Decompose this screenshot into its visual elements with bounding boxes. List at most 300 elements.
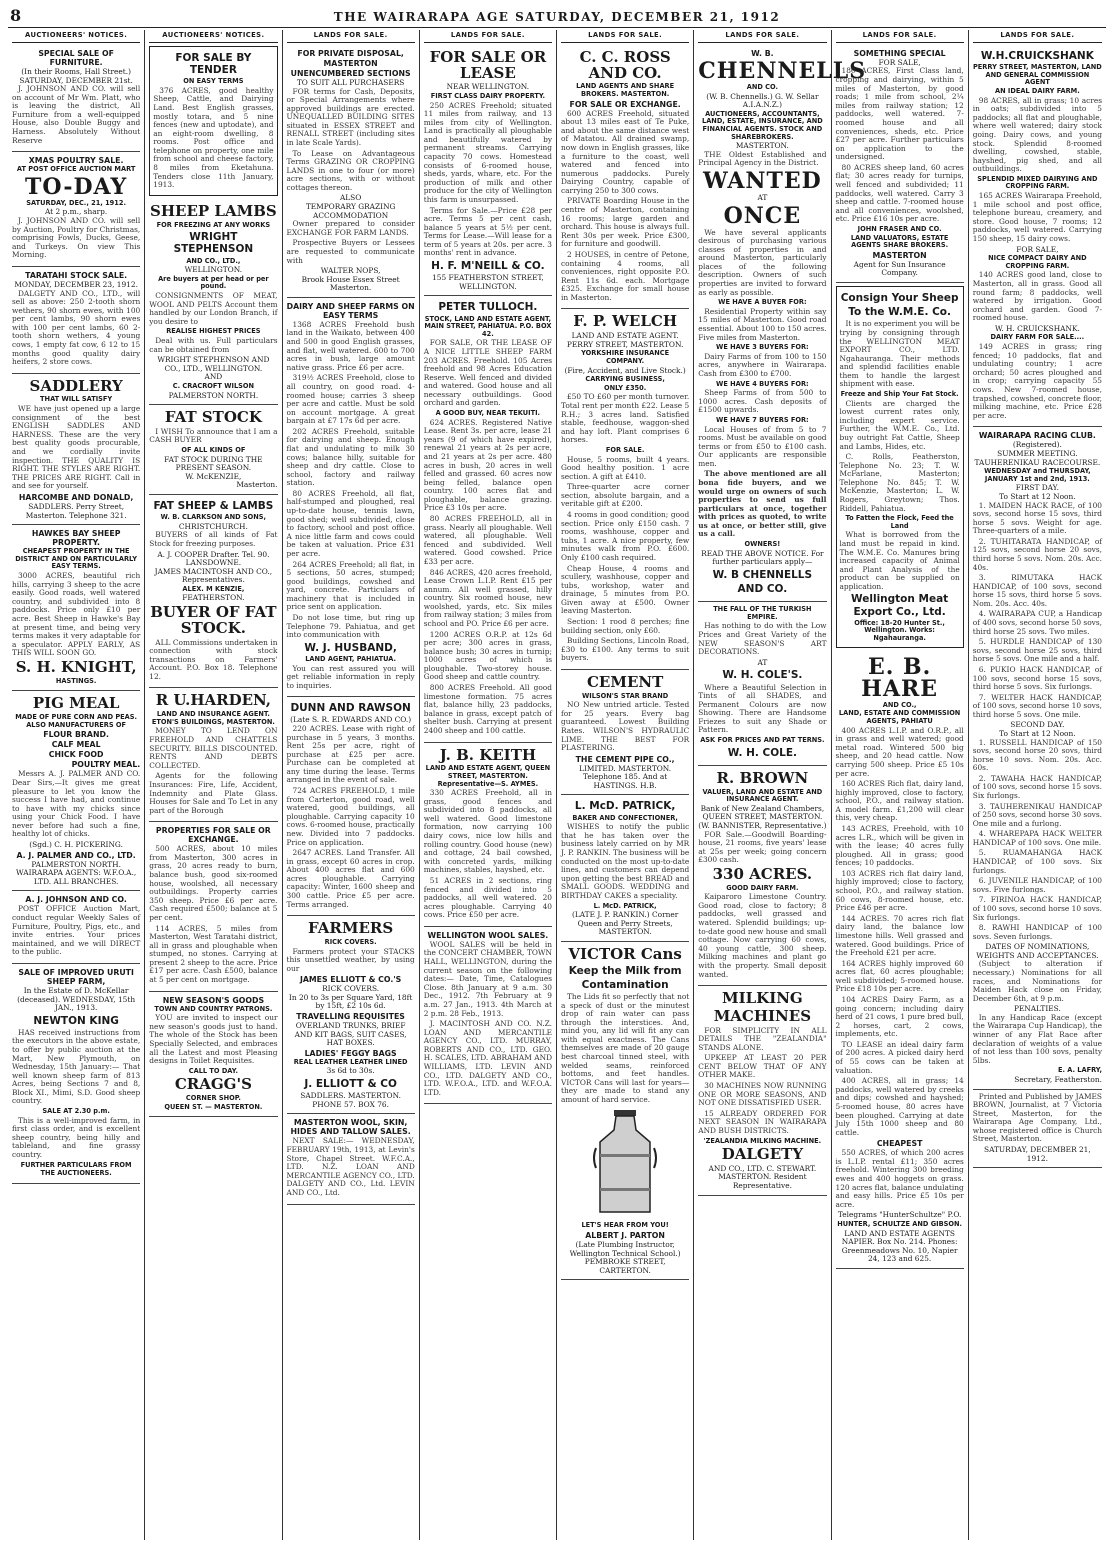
ad-text: TEMPORARY GRAZING ACCOMMODATION	[305, 202, 396, 220]
ad-body: MONEY TO LEND ON FREEHOLD AND CHATTELS SECURITY. BILLS DISCOUNTED. RENTS AND DEBTS COLLECTED.	[149, 726, 278, 770]
listing: 149 ACRES in grass; ring fenced; 10 paddocks, flat and undulating country; 1 acre orchard; 50 acres ploughed and in crop; carrying capacity 55 cows. New 7-roomed house, trapshed, cowshed, concrete floor, milking machine, etc. Price £28 per acre.	[972, 342, 1103, 420]
ad-title: SPECIAL SALE OF FURNITURE.	[38, 48, 114, 67]
product-name: CHICK FOOD	[48, 750, 104, 760]
advertiser-address: (LATE J. P. RANKIN.) Corner Queen and Perry Streets, MASTERTON.	[571, 910, 679, 937]
advertiser: W. H. COLE'S.	[722, 669, 803, 682]
advertiser: W. J. HUSBAND,	[304, 641, 397, 654]
race-item: 5. RUAMAHANGA HACK HANDICAP, of 100 sovs. Six furlongs.	[972, 848, 1102, 875]
ad-title: FOR SALE BY TENDER	[175, 51, 252, 77]
signature: E. A. LAFRY,	[1057, 1066, 1102, 1075]
ad-subtitle: NEAR WELLINGTON.	[446, 82, 530, 92]
advertiser: E. B. HARE	[861, 653, 939, 702]
ad-title: FOR SALE OR LEASE	[429, 47, 547, 82]
ad-subtitle: MASTERTON	[323, 58, 378, 68]
ad-body: Prospective Buyers or Lessees are requested to communicate with	[286, 238, 415, 265]
ad-victor-cans	[561, 942, 689, 1281]
agents: WAIRARAPA AGENTS: W.F.O.A., LTD. ALL BRANCHES.	[16, 868, 137, 886]
ad-johnson	[12, 891, 140, 964]
ad-subtitle: DAIRY FARM FOR SALE....	[990, 333, 1085, 342]
ad-text: ASK FOR PRICES AND PAT TERNS.	[700, 736, 825, 745]
column-6	[694, 30, 867, 1540]
sale-time: SALE AT 2.30 p.m.	[42, 1107, 110, 1116]
advertiser: AND CO., LTD.,	[186, 256, 241, 265]
ad-title: CARRYING BUSINESS,	[585, 375, 665, 384]
ad-text: In 20 to 3s per Square Yard, 18ft by 15ft, £2 10s 6d.	[288, 992, 413, 1011]
page-header	[8, 4, 1106, 28]
advertiser: W.H.CRUICKSHANK	[980, 49, 1094, 62]
advertiser-address: 155 FEATHERSTON STREET, WELLINGTON.	[432, 273, 544, 291]
ad-text: LET'S HEAR FROM YOU!	[581, 1221, 669, 1230]
location: MASTERTON	[872, 250, 927, 260]
advertiser-address: PALMERSTON NORTH.	[31, 859, 121, 869]
ad-keith	[424, 743, 552, 927]
listing: Three-quarter acre corner section, absolute bargain, and a veritable gift at £200.	[561, 482, 690, 509]
newspaper-columns	[8, 30, 1106, 1540]
ad-title: WAIRARAPA RACING CLUB.	[978, 431, 1096, 441]
ad-body: 114 ACRES, 5 miles from Masterton, West Taratahi district, all in grass and ploughable when stumped, no stones. Carrying at present 2 sheep to the acre. Price £17 per acre. Cash £500, balance at 5 per cent on mortgage.	[149, 923, 278, 984]
ad-sheep-lambs	[149, 199, 277, 405]
imprint-text: Printed and Published by JAMES BROWN, Journalist, at 7 Victoria Street, Masterton, for the Wairarapa Age Company, Ltd., whose registered office is Church Street, Masterton.	[972, 1091, 1102, 1144]
ad-text: Agent for Sun Insurance Company.	[853, 259, 946, 278]
ad-subtitle: LAND, ESTATE AND COMMISSION AGENTS, PAHIATU	[838, 709, 961, 725]
advertiser: W. McKENZIE,	[185, 471, 242, 481]
ad-text: RICK COVERS.	[322, 984, 380, 994]
ad-tender	[149, 46, 277, 196]
race-item: 7. WELTER HACK HANDICAP, of 100 sovs, second horse 10 sovs, third horse 5 sovs. One mile.	[972, 692, 1102, 719]
signature-title: Secretary, Featherston.	[1014, 1075, 1102, 1084]
ad-subtitle: WILSON'S STAR BRAND	[581, 691, 669, 700]
ad-subtitle: NICE COMPACT DAIRY AND CROPPING FARM.	[988, 254, 1087, 270]
ad-date: SATURDAY, DEC., 21, 1912.	[26, 198, 126, 207]
ad-title: FARMERS	[308, 919, 394, 938]
listing: 220 ACRES. Lease with right of purchase in 5 years, 3 months. Rent 25s per acre, right of purchase at £25 per acre. Purchase can be completed at any time during the lease. Terms arranged in the event of sale.	[286, 724, 415, 785]
ad-body: Messrs A. J. PALMER AND CO. Dear Sirs,—It gives me great pleasure to let you know the success I have had, and continue to have with my chicks since using your Chick Food. I have never before had such a fine, healthy lot of chicks.	[12, 769, 141, 839]
column-4	[420, 30, 557, 1540]
ad-title: MACHINES	[713, 1006, 812, 1025]
advertiser: AND CO.	[737, 583, 788, 596]
listing: 164 ACRES highly improved 60 acres flat, 60 acres ploughable; well subdivided; 5-roomed house. Price £18 10s per acre.	[835, 958, 964, 994]
listing: 80 ACRES Freehold, all flat, half-stumped and ploughed, real up-to-date house, tennis lawn, good shed; well subdivided, close to factory, school and post office. A nice little farm and cows could be taken at valuation. Price £31 per acre.	[286, 488, 415, 558]
ad-harden	[149, 688, 277, 822]
ad-title: SALE OF IMPROVED URUTI SHEEP FARM,	[18, 967, 134, 986]
ad-body: 376 ACRES, good healthy Sheep, Cattle, and Dairying Land. Best English grasses, mostly totara, and 5 nine fences (new and uptodate), and an eight-room dwelling, 8 rooms. Post office and telephone on property, one mile from school and cheese factory, 8 miles from Eketahuna. Tenders close 11th January, 1913.	[153, 85, 274, 190]
listing: 624 ACRES. Registered Native Lease. Rent 3s. per acre, lease 21 years (9 of which have expired), renewal 21 years at 2s per acre, and 21 years at 2s per acre. 480 acres in bush, 20 acres in well felled and grassed. 60 acres now being felled, balance open country. 100 acres flat and ploughable, balance grazing. Price £3 10s per acre.	[423, 417, 552, 513]
advertiser: JOHN FRASER AND CO.	[857, 224, 942, 233]
further-particulars: THE AUCTIONEERS.	[40, 1169, 112, 1178]
listing: 400 ACRES, all in grass; 14 paddocks, well watered by creeks and dips; cowshed and hayshed; 5-roomed house, 80 acres have been ploughed. Carrying at date July 15th 1000 sheep and 80 cattle.	[835, 1076, 964, 1137]
milk-can-icon	[590, 1108, 660, 1218]
advertiser: WRIGHT STEPHENSON AND CO., LTD., WELLINGTON.	[157, 355, 270, 373]
ad-subtitle: BAKER AND CONFECTIONER,	[572, 813, 678, 822]
ad-body: J. JOHNSON AND CO. will sell by Auction, Poultry for Christmas, comprising Fowls, Ducks, Geese, and Turkeys. On view This Morning.	[12, 216, 141, 260]
ad-body: WOOL SALES will be held in the CONCERT CHAMBER, TOWN HALL, WELLINGTON, during the current season on the following dates:— Date, Time, Catalogues Close. 8th January at 9 a.m. 30 Dec., 1912. 7th February at 9 a.m. 27 Jan., 1913. 4th March at 2 p.m. 28 Feb., 1913.	[423, 939, 552, 1018]
ad-title: TARATAHI STOCK SALE.	[25, 270, 128, 280]
advertiser: S. H. KNIGHT,	[15, 657, 137, 676]
ad-text: FAT STOCK DURING THE PRESENT SEASON.	[164, 454, 263, 473]
location: FEATHERSTON.	[182, 593, 245, 603]
ad-subtitle: RICK COVERS.	[324, 937, 377, 946]
listing: 104 ACRES Dairy Farm, as a going concern; including dairy herd of 21 cows, 1 pure bred bull, 2 horses, cart, 2 cows, implements, etc.	[835, 994, 964, 1039]
advertiser-address: Office: 18-20 Hunter St., Wellington. Works: Ngahauranga.	[854, 618, 945, 643]
ad-subtitle: In the Estate of D. McKellar (deceased). WEDNESDAY, 15th JAN., 1913.	[17, 985, 136, 1013]
ad-racing-club	[973, 427, 1102, 1089]
listing: FOR SALE, OR THE LEASE OF A NICE LITTLE SHEEP FARM 203 ACRES. Freehold. 105 Acres freehold and 98 Acres Education Reserve. Well fenced and divided and watered. Good house and all necessary outbuildings. Good orchard and garden.	[423, 338, 552, 408]
ad-title: SHEEP LAMBS	[150, 201, 277, 220]
advertiser: W. H. CRUICKSHANK.	[994, 323, 1080, 333]
ad-special-sale	[12, 45, 140, 152]
ad-body: Where a Beautiful Selection in Tints of all SHADES, and Permanent Colours are now Showing. There are Handsome Friezes to suit any Shade or Pattern.	[698, 682, 827, 735]
ad-subtitle: ON EASY TERMS	[183, 77, 244, 86]
ad-text: TO SUIT ALL PURCHASERS	[296, 77, 405, 87]
ad-text: AT	[757, 657, 768, 667]
ad-body: 250 ACRES Freehold; situated 11 miles from railway, and 13 miles from city of Wellington. Land is practically all ploughable and beautifully watered by permanent streams. Carrying capacity 70 cows. Homestead consists of 6-roomed house, sheds, yards, whare, etc. For the production of milk and other produce for the city of Wellington this farm is unsurpassed.	[423, 100, 552, 204]
ad-subtitle: THAT WILL SATISFY	[40, 395, 113, 404]
agent-line: JAMES MACINTOSH AND CO.,	[154, 566, 273, 576]
ad-body: It is no experiment you will be trying by consigning through the WELLINGTON MEAT EXPORT CO., LTD. Ngahauranga. Their methods and splendid facilities enable them to handle the largest shipment with ease.	[839, 319, 960, 389]
ad-body: POST OFFICE Auction Mart, conduct regular Weekly Sales of Furniture, Poultry, Pigs, etc., and invite entries. Your prices maintained, and we will DIRECT to the public.	[12, 904, 141, 957]
ad-body: WISHES to notify the public that he has taken over the business lately carried on by MR J. P. RANKIN. The business will be conducted on the most up-to-date lines, and customers can depend upon getting the best BREAD and SMALL GOODS. WEDDING and BIRTHDAY CAKES a speciality.	[561, 822, 690, 900]
ad-title: FOR SALE OR EXCHANGE.	[569, 99, 681, 109]
ad-body: 15 ALREADY ORDERED FOR NEXT SEASON IN WAIRARAPA AND BUSH DISTRICTS.	[698, 1108, 827, 1135]
ad-hawkes-bay	[12, 525, 140, 691]
ad-subtitle: SUMMER MEETING.	[997, 448, 1078, 458]
listing: House, 5 rooms, built 4 years. Good healthy position. 1 acre section. A gift at £410.	[561, 454, 690, 481]
listing: 143 ACRES, Freehold, with 10 acres L.R., which will be given in with the lease; 40 acres fully ploughed. All in grass; good fences; 10 paddocks.	[835, 824, 964, 868]
advertiser: DUNN AND RAWSON	[290, 702, 411, 715]
listing: TO LEASE an ideal dairy farm of 200 acres. A picked dairy herd of 55 cows can be taken at valuation.	[835, 1039, 964, 1075]
ad-body: FOR SIMPLICITY IN ALL DETAILS THE "ZEALANDIA" STANDS ALONE.	[698, 1025, 827, 1052]
column-heading: AUCTIONEERS' NOTICES.	[12, 32, 140, 43]
further-particulars: FURTHER PARTICULARS FROM	[20, 1160, 132, 1169]
advertiser-address: (Late Plumbing Instructor, Wellington Technical School.) PEMBROKE STREET, CARTERTON.	[569, 1240, 681, 1275]
listing: Section: 1 rood 8 perches; fine building section, only £60.	[561, 616, 690, 635]
ad-body: Terms for Sale.—Price £28 per acre. Terms 5 per cent cash, balance 5 years at 5½ per cent. Terms for Lease.—Will lease for a term of 5 years at 20s. per acre. 3 months' rent in advance.	[423, 205, 552, 258]
location: PALMERSTON NORTH.	[168, 390, 259, 400]
advertiser: F. P. WELCH	[573, 312, 677, 331]
ad-body: 30 MACHINES NOW RUNNING ONE OR MORE SEASONS, AND NOT ONE DISSATISFIED USER.	[698, 1081, 827, 1108]
ad-text: 'ZEALANDIA MILKING MACHINE.	[703, 1136, 822, 1145]
ad-body: FOR Sale.—Goodwill Boarding-house, 21 rooms, five years' lease at 25s per week; going concern £300 cash.	[698, 829, 827, 865]
ad-title: VICTOR Cans	[568, 944, 682, 963]
ad-body: (Subject to alteration if necessary.) Nominations for all races, and Nominations for Maiden Hack close on Friday, December 6th, at 9 p.m.	[972, 959, 1102, 1003]
ad-farmers	[287, 916, 415, 1114]
location: WELLINGTON.	[184, 265, 243, 275]
ad-subtitle: PENALTIES.	[1013, 1004, 1061, 1014]
buyer-heading: WE HAVE A BUYER FOR:	[718, 298, 807, 307]
listing: 160 ACRES Rich flat, dairy land, highly improved, close to factory, school, P.O., and railway station. A model farm. £1,200 will clear this, very cheap.	[835, 779, 964, 823]
ad-title: LADIES' FEGGY BAGS	[304, 1048, 397, 1058]
ad-body: YOU are invited to inspect our new season's goods just to hand. The whole of the Stock has been Specially Selected, and embraces all the Latest and most Pleasing designs in Toilet Requisites.	[149, 1013, 278, 1066]
race-item: 4. WHAREPAPA HACK WELTER HANDICAP of 100 sovs. One mile.	[972, 829, 1102, 847]
ad-body: THE Oldest Established and Principal Agency in the District.	[698, 149, 827, 168]
ad-text: Are buyers at per head or per pound.	[158, 274, 269, 291]
ad-chennells	[698, 45, 867, 602]
ad-subtitle: TAUHERENIKAU RACECOURSE.	[974, 457, 1101, 467]
ad-body: Do not lose time, but ring up Telephone 79. Pahiatua, and get into communication with	[286, 612, 415, 640]
race-item: 3. TAUHERENIKAU HANDICAP of 250 sovs, second horse 30 sovs. One mile and a furlong.	[972, 801, 1102, 828]
advertiser: W. B. CLARKSON AND SONS,	[160, 513, 267, 522]
advertiser: THE CEMENT PIPE CO.,	[575, 754, 675, 764]
ad-subtitle: TOWN AND COUNTRY PATRONS.	[154, 1004, 273, 1013]
listing: Building Sections, Lincoln Road, £30 to £100. Any terms to suit buyers.	[561, 636, 690, 663]
listing: 202 ACRES Freehold, suitable for dairying and sheep. Enough flat and undulating to milk 30 cows; balance hilly, suitable for sheep and dry cattle. Close to school, factory and railway station.	[286, 426, 415, 488]
ad-title: XMAS POULTRY SALE.	[28, 156, 124, 166]
column-heading: LANDS FOR SALE.	[561, 32, 689, 43]
today-heading: TO-DAY	[25, 173, 128, 200]
listing: 846 ACRES, 420 acres freehold, Lease Crown L.I.P. Rent £15 per annum. All well grassed, hilly country. Six roomed house, new woolshed, yards, etc. Six miles from railway station; 3 miles from school and PO. Price £6 per acre.	[423, 567, 552, 628]
listing: 330 ACRES Freehold, all in grass, good fences and subdivided into 8 paddocks, all well watered. Good limestone formation, now carrying 100 dairy cows, nice low hills and rolling country. Good house (new) and cottage, 24 bail cowshed, with concreted yards, milking machines, stables, hayshed, etc.	[423, 788, 552, 875]
ad-subtitle: (W. B. Chennells.) G. W. Sellar A.I.A.N.Z.)	[706, 91, 819, 110]
ad-body: Agents for the following Insurances: Fire, Life, Accident, Indemnity and Plate Glass. Houses for Sale and To Let in any part of the Borough	[149, 771, 278, 815]
ad-title: R U.HARDEN,	[155, 691, 272, 710]
advertiser: W. B CHENNELLS	[712, 568, 813, 581]
ad-text: Telegrams "HunterSchultze" P.O.	[837, 1210, 962, 1220]
ad-subtitle: (In their Rooms, Hall Street.) SATURDAY, DECEMBER 21st.	[19, 66, 133, 85]
ad-body: You can rest assured you will get reliable information in reply to inquiries.	[286, 663, 415, 690]
ad-wellington-wool	[424, 927, 552, 1104]
imprint-date: SATURDAY, DECEMBER 21, 1912.	[984, 1145, 1091, 1163]
ad-cruickshank	[973, 45, 1102, 427]
listing: 264 ACRES Freehold; all flat, in 5 sections, 50 acres, stumped; good buildings, cowshed and yard, concrete. Particulars of machinery that is included in price sent on application.	[286, 559, 415, 612]
ad-pig-meal	[12, 691, 140, 891]
ad-something-special	[836, 45, 964, 283]
advertiser: CHENNELLS	[698, 57, 867, 84]
column-heading: LANDS FOR SALE.	[287, 32, 415, 43]
ad-text: REAL LEATHER LEATHER LINED	[293, 1057, 408, 1066]
ad-text: Representatives.	[181, 575, 245, 585]
listing: 4 rooms in good condition; good section. Price only £150 cash. 7 rooms, washhouse, copper and tubs, 1 acre. A nice property, few minutes walk from P.O. £600. Only £100 cash required.	[561, 510, 690, 562]
advertiser-initials: W. B.	[751, 48, 774, 58]
ad-text: READ THE ABOVE NOTICE. For further particulars apply—	[701, 548, 824, 567]
race-item: 3. RIMUTAKA HACK HANDICAP, of 100 sovs, second horse 15 sovs, third horse 5 sovs. Nom. 20s. Acc. 40s.	[972, 573, 1102, 608]
ad-properties	[149, 822, 277, 991]
ad-subtitle: FIRST CLASS DAIRY PROPERTY.	[430, 91, 546, 100]
ad-body: WE have just opened up a large consignment of the best ENGLISH SADDLES AND HARNESS. These are the very best quality goods procurable, and we cordially invite inspection. THE QUALITY IS RIGHT. THE STYLES ARE RIGHT. THE PRICES ARE RIGHT. Call in and see for yourself.	[12, 404, 141, 491]
ad-sale-or-lease	[424, 45, 552, 296]
ad-title: TRAVELLING REQUISITES	[296, 1012, 405, 1022]
advertiser-address: Bank of New Zealand Chambers, QUEEN STREET, MASTERTON. (W. BANNISTER, Representative.)	[698, 803, 827, 831]
ad-subtitle: AUCTIONEERS, ACCOUNTANTS, LAND, ESTATE, INSURANCE, AND FINANCIAL AGENTS. STOCK AND SHAREBROKERS.	[702, 109, 823, 141]
advertiser: A. J. PALMER AND CO., LTD.	[16, 850, 136, 860]
listing: 319½ ACRES Freehold, close to all country, on good road. 4-roomed house; carries 3 sheep per acre and cattle. Must be sold on account mortgage. A great bargain at £7 17s 6d per acre.	[286, 373, 415, 426]
ad-body: This is a well-improved farm, in first class order, and is excellent sheep country, being hilly and tableland, and fine grassy country.	[12, 1115, 141, 1159]
column-2	[145, 30, 282, 1540]
advertiser: J. ELLIOTT & CO	[304, 1078, 397, 1091]
ad-uruti	[12, 964, 140, 1184]
ad-body: The above mentioned are all bona fide buyers, and we would urge on owners of such properties to send us full particulars at once, together with prices as quoted, to write us at once, or better still, give us a call.	[698, 469, 827, 539]
ad-title: THE FALL OF THE TURKISH EMPIRE.	[713, 605, 812, 621]
ad-text: CORNER SHOP.	[185, 1094, 241, 1103]
ad-body: We have several applicants desirous of purchasing various classes of properties in and around Masterton, particularly places of the following description. Owners of such properties are invited to forward as early as possible.	[698, 227, 827, 297]
ad-text: OF ALL KINDS OF	[181, 446, 246, 454]
product-name: POULTRY MEAL.	[71, 760, 141, 770]
ad-dairy-sheep	[287, 298, 415, 697]
ad-text: 3s 6d to 30s.	[326, 1066, 375, 1076]
ad-title: MILKING	[722, 989, 803, 1008]
wanted-heading: WANTED	[703, 168, 822, 194]
ad-body: NO New untried article. Tested for 25 years. Every bag guaranteed. Lowest Building Rates. WILSON'S HYDRAULIC LIME. THE BEST FOR PLASTERING.	[561, 700, 690, 753]
column-heading: AUCTIONEERS' NOTICES.	[149, 32, 277, 43]
once-heading: ONCE	[723, 202, 802, 229]
start-time: To Start at 12 Noon.	[999, 728, 1076, 738]
ad-title: SOMETHING SPECIAL	[853, 48, 946, 58]
advertiser: H. F. M'NEILL & CO.	[431, 260, 545, 272]
ad-body: Has nothing to do with the Low Prices and Great Variety of the NEW SEASON'S ART DECORATIONS.	[698, 621, 827, 657]
advertiser: PETER TULLOCH.	[438, 301, 538, 314]
advertiser: C. C. ROSS AND CO.	[579, 47, 671, 82]
ad-body: J. JOHNSON AND CO. will sell on account of Mr Wm. Platt, who is leaving the district, All Furniture from a well-equipped House, also Double Buggy and Harness. Absolutely Without Reserve	[12, 84, 141, 145]
listing: 140 ACRES good land, close to Masterton, all in grass. Good all round farm; 8 paddocks, well watered by irrigation. Good orchard and garden. Good 7-roomed house.	[972, 270, 1102, 323]
ad-text: OWNERS!	[744, 540, 781, 549]
ad-subtitle: MADE OF PURE CORN AND PEAS. ALSO MANUFACTURERS OF	[15, 713, 138, 729]
advertiser: W. H. COLE.	[727, 746, 798, 759]
ad-title: CEMENT	[586, 672, 664, 691]
ad-text: AND CO.,	[882, 700, 917, 709]
advertiser-address: LAND AND ESTATE AGENTS NAPIER. Box No. 214. Phones: Greenmeadows No. 10, Napier 24, 123 and 625.	[841, 1228, 958, 1264]
race-item: 6. JUVENILE HANDICAP, of 100 sovs. Five furlongs.	[972, 876, 1102, 894]
ad-title: YORKSHIRE INSURANCE COMPANY.	[581, 349, 670, 365]
column-5	[557, 30, 694, 1540]
ad-cc-ross	[561, 45, 689, 310]
ad-body: Sheep Farms of from 500 to 1000 acres. Cash deposits of £1500 upwards.	[698, 388, 827, 415]
column-3	[283, 30, 420, 1540]
listing: 600 ACRES Freehold, situated about 13 miles east of Te Puke, and about the same distance west of Matatou. All drained swamp, now down in English grasses, like a furniture to the coast, well watered and fenced into numerous paddocks. Purely Dairying Country, capable of carrying 250 to 300 cows.	[561, 108, 690, 195]
advertiser: HARCOMBE AND DONALD,	[18, 492, 134, 502]
ad-xmas-poultry	[12, 152, 140, 267]
advertiser: CRAGG'S	[174, 1075, 252, 1094]
listing: 724 ACRES FREEHOLD, 1 mile from Carterton, good road, well watered, good buildings, all ploughable. Carrying capacity 10 cows. 6-roomed house, practically new. Divided into 7 paddocks. Price on application.	[286, 786, 415, 847]
ad-title: SADDLERY	[29, 376, 123, 395]
advertiser: ALBERT J. PARTON	[585, 1231, 665, 1241]
listing: 1368 ACRES Freehold bush land in the Waikato, between 400 and 500 in good English grasses, and flat, well watered. 600 to 700 acres in bush, large amount native grass. Price £6 per acre.	[286, 319, 415, 372]
race-item: 4. WAIRARAPA CUP, a Handicap of 400 sovs, second horse 50 sovs, third horse 25 sovs. Two miles.	[972, 609, 1102, 636]
ad-body: ALL Commissions undertaken in connection with stock transactions on Farmers' Account. P.O. Box 18. Telephone 12.	[149, 637, 278, 681]
ad-body: FOR terms for Cash, Deposits, or Special Arrangements where approved buildings are erected. UNEQUALLED BUILDING SITES situated in ESSEX STREET and RENALL STREET (including sites in late Scale Yards).	[286, 86, 415, 148]
ad-coles	[698, 602, 826, 766]
day-heading: SECOND DAY.	[1010, 720, 1065, 730]
listing: 2647 ACRES. Land Transfer. All in grass, except 60 acres in crop. About 400 acres flat and 600 acres ploughable. Carrying capacity: Winter, 1600 sheep and 300 cattle. Price £5 per acre. Terms arranged.	[286, 848, 415, 909]
ad-subtitle: LAND AND INSURANCE AGENT. ETON'S BUILDINGS, MASTERTON.	[151, 710, 275, 726]
advertiser-address: STOCK, LAND AND ESTATE AGENT, MAIN STREET, PAHIATUA. P.O. BOX 42.	[424, 314, 552, 338]
advertiser: JAMES ELLIOTT & CO.'S	[299, 975, 402, 985]
ad-text: REALISE HIGHEST PRICES	[166, 327, 261, 336]
ad-subtitle: Freeze and Ship Your Fat Stock.	[840, 389, 959, 398]
ad-subtitle: FOR SALE,	[878, 57, 921, 67]
ad-subtitle: DATES OF NOMINATIONS, WEIGHTS AND ACCEPTANCES.	[976, 942, 1099, 960]
column-heading: LANDS FOR SALE.	[973, 32, 1102, 43]
ad-welch	[561, 309, 689, 669]
ad-title: Consign Your Sheep	[840, 292, 959, 304]
listing: Kaiparoro Limestone Country. Good road, close to factory; 8 paddocks, well grassed and watered. Splendid buildings; up-to-date good new house and small cottage. Now carrying 60 cows, 40 young cattle, 300 sheep. Milking machines and plant go with the property. Small deposit wanted.	[698, 892, 827, 979]
ad-text: AND	[204, 372, 223, 382]
listing: 800 ACRES Freehold. All good limestone formation. 75 acres flat, balance hilly, 23 paddocks, balance in grass, except patch of shelter bush. Carrying at present 2400 sheep and 100 cattle.	[423, 683, 552, 735]
ad-body: Dairy Farms of from 100 to 150 acres, anywhere in Wairarapa. Cash from £300 to £700.	[698, 351, 827, 378]
page-number: 8	[10, 6, 22, 25]
race-item: 7. FIRINOA HACK HANDICAP, of 100 sovs, second horse 10 sovs. Six furlongs.	[972, 895, 1102, 922]
ad-body: NEXT SALE:— WEDNESDAY, FEBRUARY 19th, 1913, at Levin's Store, Chapel Street. W.F.C.A., LTD. N.Z. LOAN AND MERCANTILE AGENCY CO., LTD. DALGETY AND CO., Ltd. LEVIN AND CO., Ltd.	[286, 1136, 415, 1197]
ad-private-disposal	[287, 45, 415, 298]
advertiser: HUNTER, SCHULTZE AND GIBSON.	[837, 1219, 962, 1228]
ad-taratahi	[12, 267, 140, 374]
ad-title: FOR PRIVATE DISPOSAL,	[297, 48, 404, 58]
imprint	[973, 1090, 1102, 1169]
ad-title: Keep the Milk from	[568, 964, 682, 977]
milk-can-illustration	[590, 1108, 660, 1218]
race-item: 1. MAIDEN HACK RACE, of 100 sovs, second horse 15 sovs, third horse 5 sovs. Weight for age. Three-quarters of a mile.	[972, 500, 1102, 536]
ad-text: ALSO	[339, 193, 362, 203]
advertiser: DALGETY	[721, 1145, 804, 1164]
ad-title: 330 ACRES.	[712, 864, 813, 883]
agent-line: A. J. COOPER Drafter. Tel. 90.	[157, 549, 270, 559]
ad-text: AT	[757, 193, 768, 202]
ad-title: HAWKES BAY SHEEP PROPERTY.	[31, 529, 121, 548]
ad-cement	[561, 670, 689, 796]
ad-text: OVERLAND TRUNKS, BRIEF AND KIT BAGS, SUIT CASES, HAT BOXES.	[294, 1021, 407, 1048]
ad-body: What is borrowed from the land must be repaid in kind. The W.M.E. Co. Manures bring increased capacity of Animal and Plant Analysis of the product can be supplied on application.	[839, 530, 960, 591]
ad-fat-stock	[149, 405, 277, 495]
ad-dunn-rawson	[287, 697, 415, 916]
race-dates: WEDNESDAY and THURSDAY, JANUARY 1st and 2nd, 1913.	[984, 467, 1091, 483]
listing: Cheap House, 4 rooms and scullery, washhouse, copper and tubs, workshop, water and drainage, 5 minutes from P.O. Given away at £500. Owner leaving Masterton.	[561, 563, 690, 616]
advertiser-address: LIMITED. MASTERTON. Telephone 185. And at HASTINGS. H.B.	[579, 763, 672, 790]
listing: 80 ACRES FREEHOLD, all in grass. Nearly all ploughable. Well watered, all ploughable. Well fenced and subdivided. Well watered. Good cowshed. Price £33 per acre.	[423, 514, 552, 566]
ad-body: I WISH To announce that I am a CASH BUYER	[149, 426, 278, 445]
ad-body: 500 ACRES, about 10 miles from Masterton, 300 acres in grass, 20 acres ready to burn, balance bush, good six-roomed house, woolshed, all necessary outbuildings. Property carries 350 sheep. Price £6 per acre. Cash required £500; balance at 5 per cent.	[149, 844, 278, 922]
listing: 51 ACRES in 2 sections, ring fenced and divided into 5 paddocks, all well watered. 20 acres ploughable. Carrying 40 cows. Price £50 per acre.	[423, 875, 552, 920]
advertiser-address: LAND AGENTS AND SHARE BROKERS. MASTERTON.	[576, 82, 675, 99]
day-heading: FIRST DAY.	[1015, 483, 1059, 493]
ad-body: Deal with us. Full particulars can be obtained from	[149, 335, 278, 354]
ad-body: CONSIGNMENTS OF MEAT, WOOL AND PELTS Account them handled by our London Branch, if you desire to	[149, 291, 278, 326]
ad-title: FAT STOCK	[164, 408, 262, 427]
ad-subtitle: (Registered).	[1012, 440, 1062, 450]
ad-body: Residential Property within say 15 miles of Masterton. Good road essential. About 100 to 150 acres. Five miles from Masterton.	[698, 306, 827, 342]
ad-subtitle: AT POST OFFICE AUCTION MART	[16, 165, 136, 174]
advertiser: L. McD. PATRICK,	[593, 901, 657, 910]
advertiser-address: SADDLERS. MASTERTON. PHONE 57. BOX 76.	[300, 1091, 401, 1109]
column-heading: LANDS FOR SALE.	[836, 32, 964, 43]
ad-body: HAS received instructions from the executors in the above estate, to offer by public auction at the Mart, New Plymouth, on Wednesday, 15th January:— That well known sheep farm of 813 Acres, being Sections 7 and 8, Block XI., Mimi, S.D. Good sheep country.	[12, 1027, 141, 1106]
ad-body: DALGETY AND CO., LTD., will sell as above: 250 2-tooth shorn wethers, 90 shorn ewes, with 100 per cent lambs, 90 shorn ewes with 100 per cent lambs, 60 2-tooth shorn wethers, 4 young cows, 1 empty fat cow, 6 12 to 15 months good quality dairy heifers, 2 store cows.	[12, 288, 141, 367]
race-item: 2. TUHITARATA HANDICAP, of 125 sovs, second horse 20 sovs, third horse 5 sovs. Nom. 20s. Acc. 40s.	[972, 536, 1102, 572]
advertiser-address: LAND AND ESTATE AGENT. PERRY STREET, MASTERTON.	[566, 331, 684, 349]
ad-hare	[836, 651, 964, 1269]
ad-subtitle: (Fire, Accident, and Live Stock.)	[564, 365, 686, 375]
ad-price: ONLY £350.	[604, 383, 647, 392]
ad-title: PROPERTIES FOR SALE OR EXCHANGE.	[155, 826, 271, 845]
ad-body: To Lease on Advantageous Terms GRAZING OR CROPPING LANDS in one to four (or more) acre sections, with or without cottages thereon.	[286, 148, 415, 192]
ad-body: Local Houses of from 5 to 7 rooms. Must be available on good terms or from £50 to £100 cash. Our applicants are responsible men.	[698, 424, 827, 468]
listing: 400 ACRES L.I.P. and O.R.P., all in grass and well watered; good metal road. Wintered 500 big sheep, and 20 head cattle. Now carrying 500 sheep. Price £5 10s per acre.	[835, 725, 964, 778]
ad-body: In any Handicap Race (except the Wairarapa Cup Handicap), the winner of any Flat Race after declaration of weights of a value of not less than 100 sovs, penalty 5lbs.	[972, 1012, 1102, 1065]
ad-body: BUYERS of all kinds of Fat Stock for freezing purposes.	[149, 530, 278, 548]
ad-body: J. MACINTOSH AND CO. N.Z. LOAN AND MERCANTILE AGENCY CO., LTD. MURRAY, ROBERTS AND CO., LTD. GEO. H. SCALES, LTD. ABRAHAM AND WILLIAMS, LTD. LEVIN AND CO., LTD. DALGETY AND CO., LTD. W.F.O.A., LTD. and W.F.O.A. LTD.	[423, 1019, 552, 1097]
ad-saddlery	[12, 374, 140, 525]
advertiser-address: LAND AND ESTATE AGENT, QUEEN STREET, MASTERTON. Representative—S. AYMES.	[425, 764, 551, 788]
ad-title: To the W.M.E. Co.	[848, 306, 952, 319]
product-name: FLOUR BRAND.	[43, 730, 109, 740]
column-7	[832, 30, 969, 1540]
location: QUEEN ST. — MASTERTON.	[164, 1102, 263, 1111]
advertiser-address: HASTINGS.	[55, 676, 97, 685]
listing: 165 ACRES Wairarapa Freehold, 1 mile school and post office, telephone bureau, creamery, and store. Good house, 7 rooms; 12 paddocks, well watered. Carrying 150 sheep, 15 dairy cows.	[972, 191, 1102, 243]
location: Masterton.	[236, 480, 278, 490]
ad-subtitle: VALUER, LAND AND ESTATE AND INSURANCE AGENT.	[702, 787, 823, 804]
ad-brown	[698, 766, 826, 986]
ad-patrick	[561, 795, 689, 941]
advertiser: L. McD. PATRICK,	[574, 800, 676, 813]
ad-title: A. J. JOHNSON AND CO.	[25, 895, 127, 905]
